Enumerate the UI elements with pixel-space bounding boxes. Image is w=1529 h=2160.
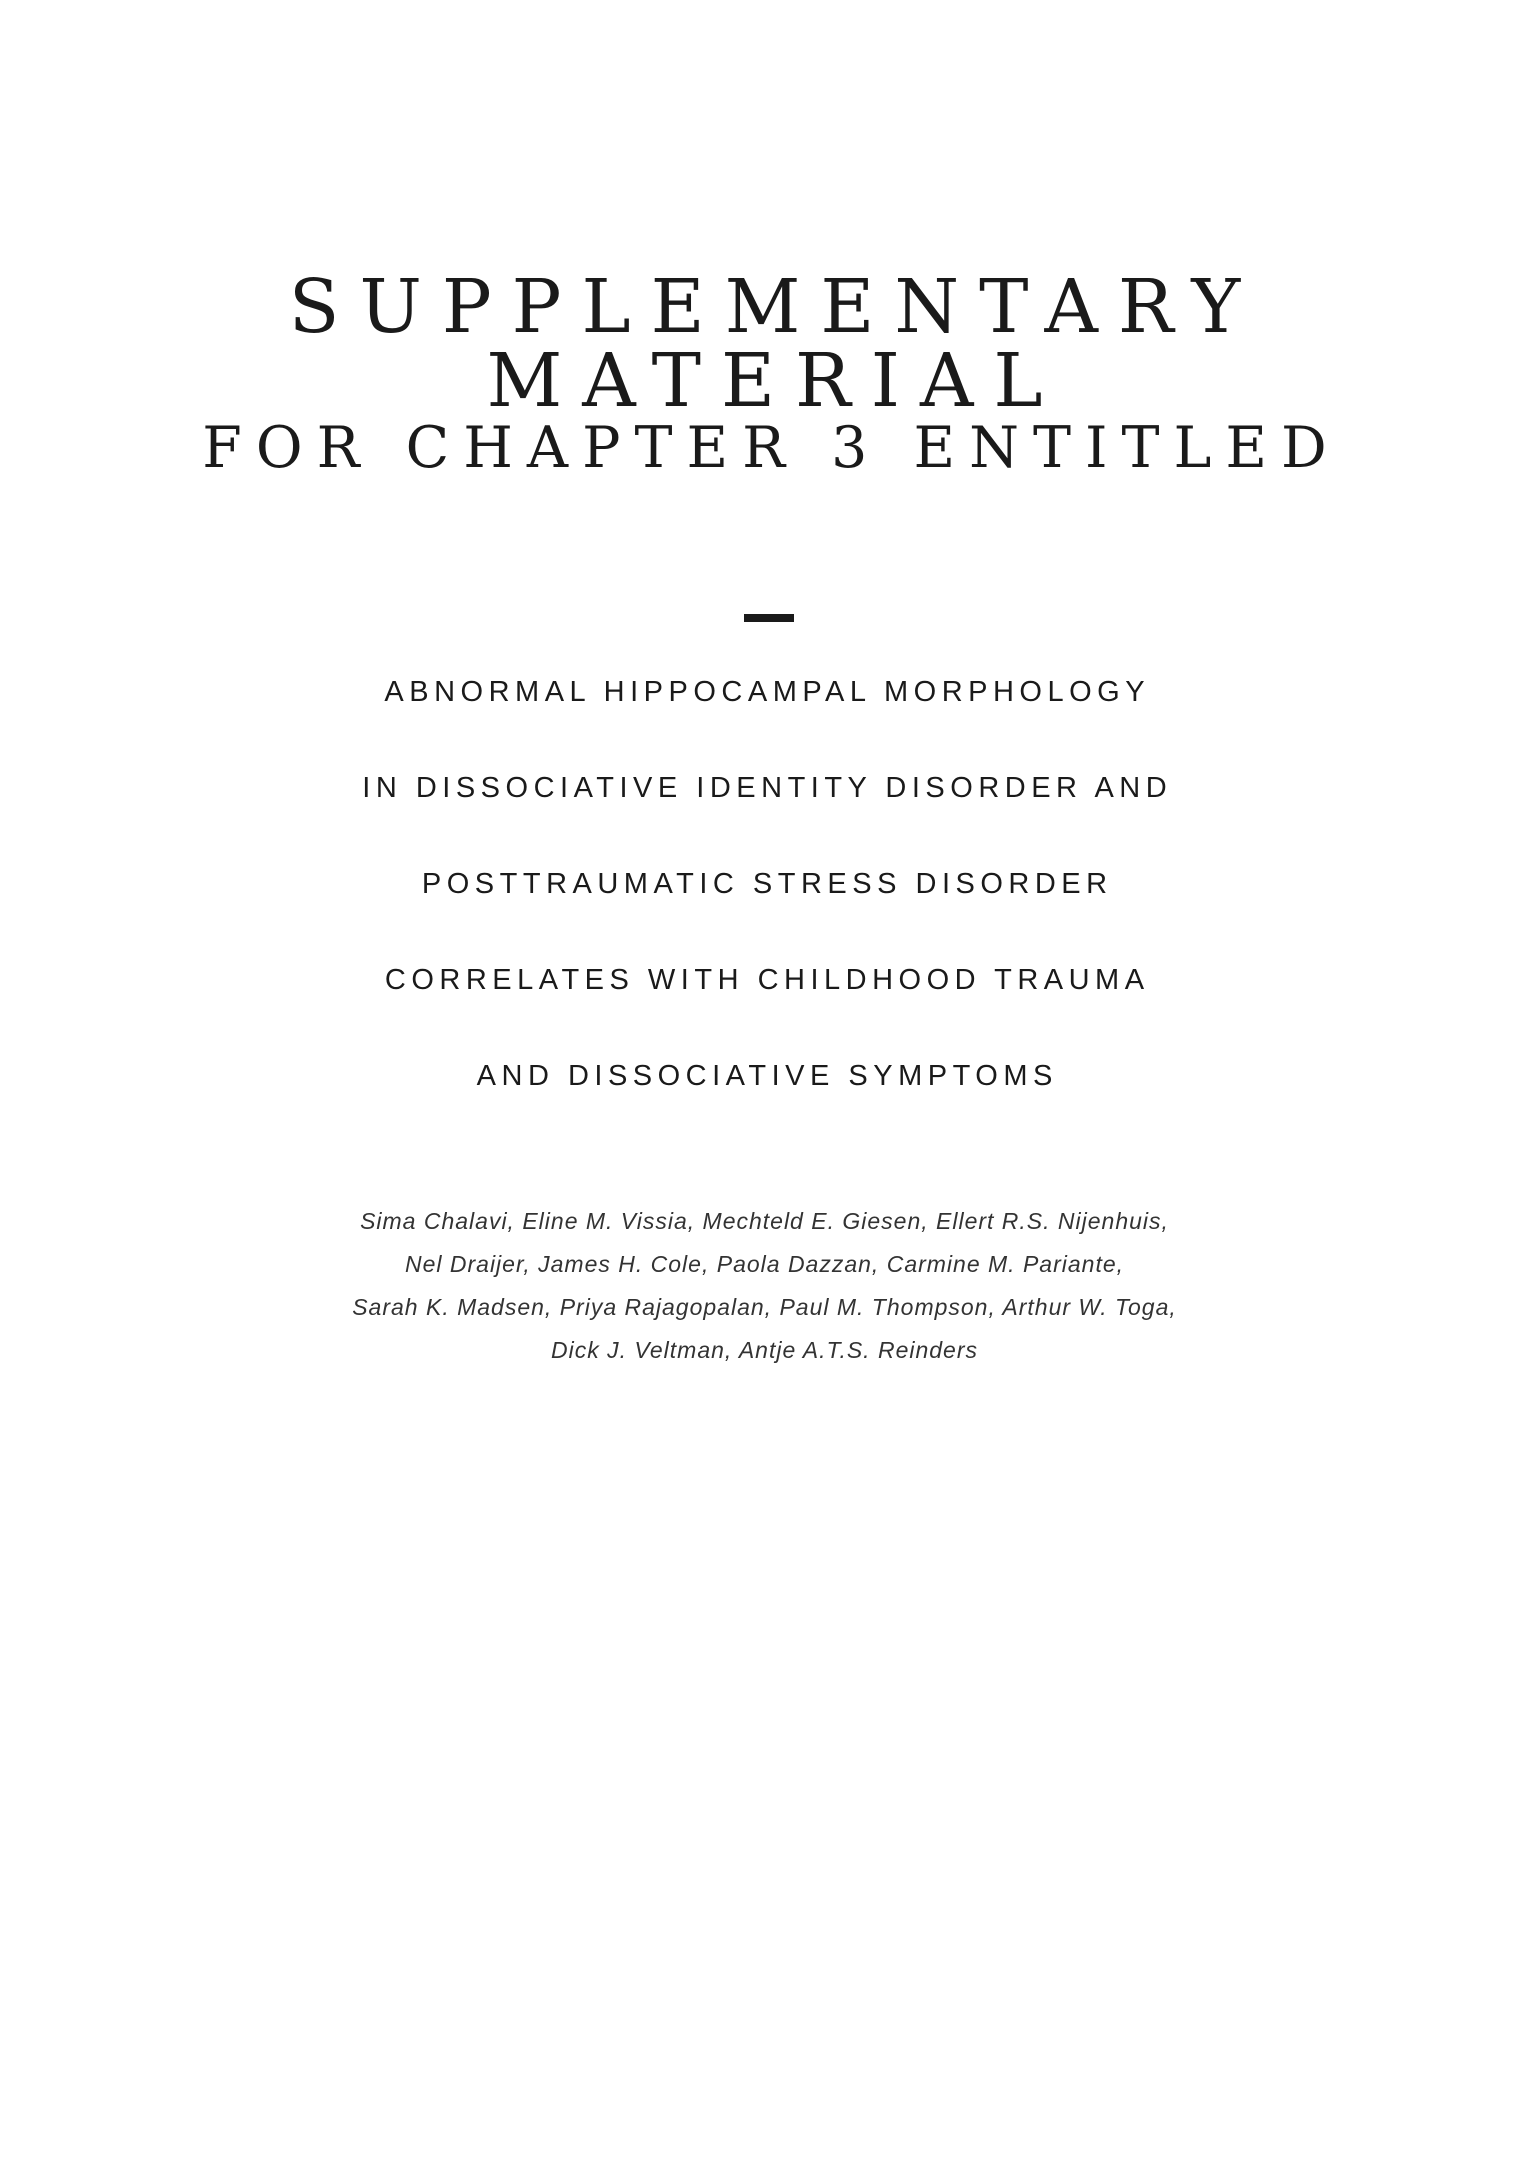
chapter-title <box>0 672 1529 1152</box>
main-heading: SUPPLEMENTARY MATERIAL <box>288 264 1261 424</box>
title-line: IN DISSOCIATIVE IDENTITY DISORDER AND <box>362 772 1173 804</box>
sub-heading: FOR CHAPTER 3 ENTITLED <box>202 415 1341 481</box>
title-line: POSTTRAUMATIC STRESS DISORDER <box>421 868 1113 900</box>
title-line: CORRELATES WITH CHILDHOOD TRAUMA <box>384 964 1150 996</box>
title-line: AND DISSOCIATIVE SYMPTOMS <box>476 1060 1058 1092</box>
title-line: ABNORMAL HIPPOCAMPAL MORPHOLOGY <box>384 676 1151 708</box>
author-line: Sarah K. Madsen, Priya Rajagopalan, Paul M. Thompson, Arthur W. Toga, <box>352 1294 1177 1320</box>
author-list <box>0 1200 1529 1372</box>
author-line: Sima Chalavi, Eline M. Vissia, Mechteld E. Giesen, Ellert R.S. Nijenhuis, <box>360 1208 1169 1234</box>
author-line: Dick J. Veltman, Antje A.T.S. Reinders <box>550 1337 979 1363</box>
divider-bar <box>744 614 794 622</box>
author-line: Nel Draijer, James H. Cole, Paola Dazzan, Carmine M. Pariante, <box>404 1251 1125 1277</box>
